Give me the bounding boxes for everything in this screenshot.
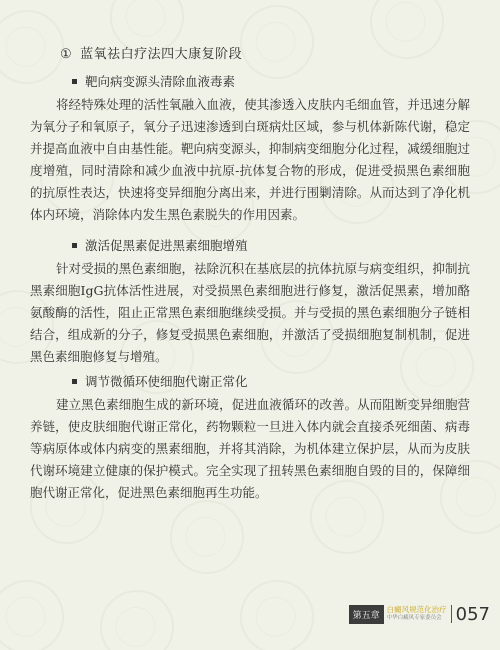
square-bullet-icon [72, 379, 77, 384]
chapter-label: 第五章 [349, 605, 384, 624]
subheading-2 [72, 236, 248, 254]
section-heading [60, 43, 242, 62]
paragraph-3: 建立黑色素细胞生成的新环境，促进血液循环的改善。从而阻断变异细胞营养链，使皮肤细胞代谢正常化，药物颗粒一旦进入体内就会直接杀死细菌、病毒等病原体或体内病变的黑素细胞，并将其消除，为机体建立保护层，从而为皮肤代谢环境建立健康的保护模式。完全实现了扭转黑色素细胞自毁的目的，保障细胞代谢正常化，促进黑色素细胞再生功能。 [30, 397, 470, 500]
page-number: 057 [455, 603, 490, 625]
series-subtitle: 中华白癜风专家委员会 [386, 615, 442, 621]
subheading-3-text: 调节微循环使细胞代谢正常化 [85, 374, 248, 389]
paragraph-2: 针对受损的黑色素细胞，祛除沉积在基底层的抗体抗原与病变组织，抑制抗黑素细胞IgG抗体活性进展，对受损黑色素细胞进行修复，激活促黑素，增加酪氨酸酶的活性，阻止正常黑色素细胞继续受损。并与受损的黑色素细胞分子链相结合，组成新的分子，修复受损黑色素细胞，并激活了受损细胞复制机制，促进黑色素细胞修复与增殖。 [30, 261, 470, 364]
square-bullet-icon [72, 79, 77, 84]
page-footer [349, 603, 490, 625]
paragraph-1: 将经特殊处理的活性氧融入血液，使其渗透入皮肤内毛细血管，并迅速分解为氧分子和氧原子，氧分子迅速渗透到白斑病灶区域，参与机体新陈代谢，稳定并提高血液中自由基性能。靶向病变源头，抑制病变细胞分化过程，减缓细胞过度增殖，同时清除和减少血液中抗原-抗体复合物的形成，促进受损黑色素细胞的抗原性表达，快速将变异细胞分离出来，并进行围剿清除。从而达到了净化机体内环境，消除体内发生黑色素脱失的作用因素。 [30, 97, 470, 222]
subheading-3 [72, 372, 248, 390]
subheading-2-text: 激活促黑素促进黑素细胞增殖 [85, 238, 248, 253]
subheading-1 [72, 72, 235, 90]
subheading-1-text: 靶向病变源头清除血液毒素 [85, 74, 236, 89]
footer-divider [451, 605, 452, 623]
section-number: ① [60, 47, 73, 62]
square-bullet-icon [72, 243, 77, 248]
series-title: 白癜风规范化治疗 [386, 605, 447, 614]
series-title-block [387, 605, 447, 623]
section-title: 蓝氧祛白疗法四大康复阶段 [80, 47, 243, 62]
